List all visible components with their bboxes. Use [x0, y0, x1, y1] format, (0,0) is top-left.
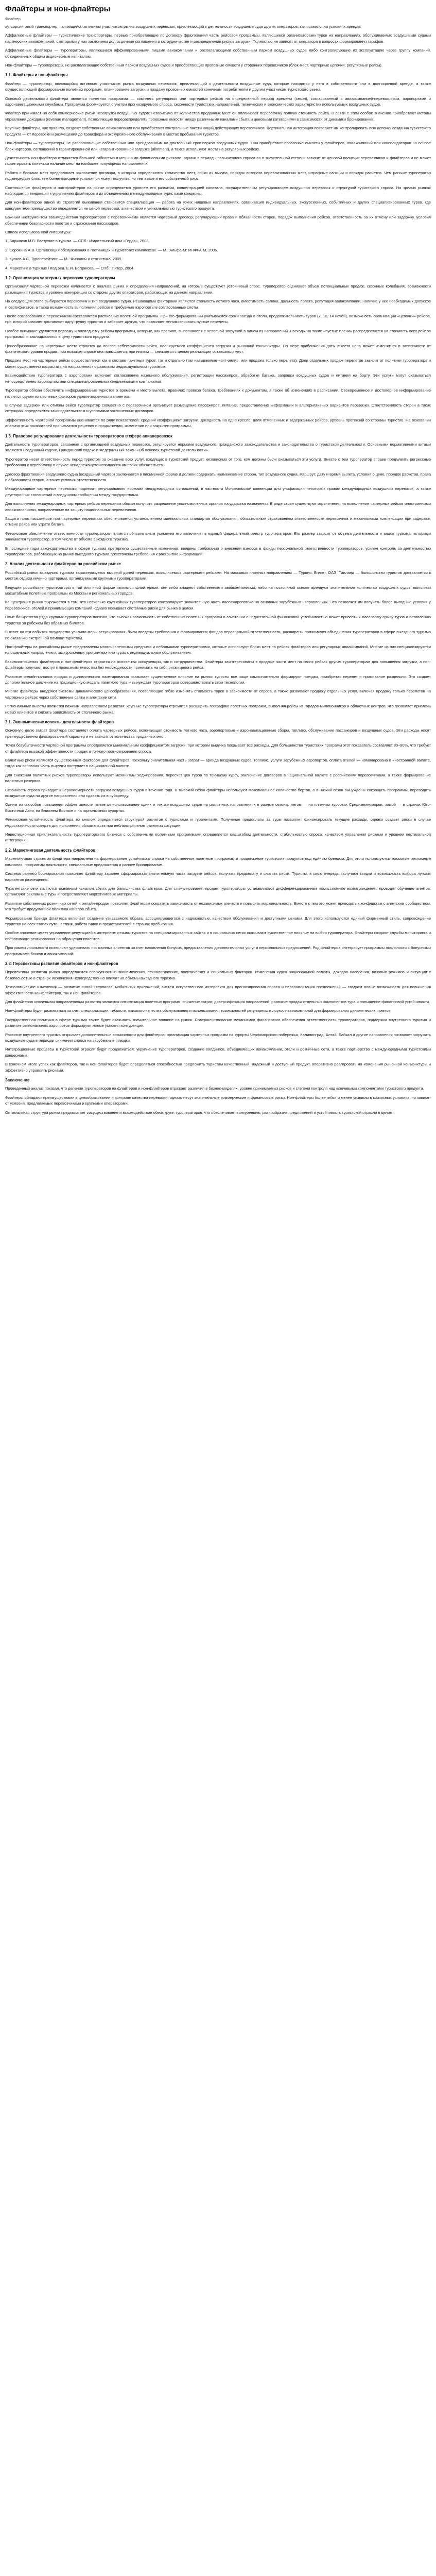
- section-heading: 1.1. Флайтеры и нон-флайтеры: [5, 73, 68, 78]
- paragraph: Многие флайтеры внедряют системы динамического ценообразования, позволяющие гибко изменять стоимость туров в зависимости от спроса, а также развивают продажу отдельных услуг, включая продажу только перелетов на чартерных рейсах через собственные сайты и агентские сети.: [5, 689, 431, 700]
- paragraph: Аффилиатные флайтеры — туроператоры, являющиеся аффилированными лицами авиакомпании и располагающими собственным парком воздушных судов либо контролирующие их эксплуатацию через группу компаний, объединенных общим акционерным капиталом.: [5, 48, 431, 59]
- paragraph: Основой деятельности флайтера является полетная программа — комплекс регулярных или чартерных рейсов на определенный период времени (сезон), согласованный с авиакомпанией-перевозчиком, аэропортами и аэронавигационными службами. Программа формируется с учетом прогнозируемого спроса, сезонности туристских направлений, технических и экономических характеристик используемых воздушных судов.: [5, 96, 431, 107]
- paragraph: Список использованной литературы:: [5, 229, 72, 234]
- paragraph: 4. Маркетинг в туризме / под ред. Е.И. Богданова. — СПб.: Питер, 2004.: [5, 265, 135, 270]
- paragraph: Важным инструментом взаимодействия туроператоров с перевозчиками является чартерный договор, регулирующий права и обязанности сторон, порядок выполнения рейсов, ответственность за их отмену или задержку, условия обеспечения безопасности полетов и страхования пассажиров.: [5, 215, 431, 226]
- section-heading: 2.1. Экономические аспекты деятельности флайтеров: [5, 719, 114, 724]
- document-body: [5, 24, 431, 1115]
- paragraph: Ведущие российские туроператоры в той или иной форме являются флайтерами: они либо владеют собственными авиакомпаниями, либо на постоянной основе арендуют значительное количество воздушных судов, выполняя масштабные полетные программы из Москвы и региональных городов.: [5, 585, 431, 596]
- paragraph: Договор фрахтования воздушного судна (воздушный чартер) заключается в письменной форме и должен содержать наименование сторон, тип воздушного судна, маршрут, дату и время вылета, условия о цене, порядок расчетов, права и обязанности сторон, а также условия ответственности.: [5, 471, 431, 482]
- section-heading: 2.2. Маркетинговая деятельность флайтеров: [5, 848, 96, 853]
- paragraph: 1. Биржаков М.Б. Введение в туризм. — СПб.: Издательский дом «Герда», 2008.: [5, 239, 150, 244]
- paragraph: Взаимоотношения флайтеров и нон-флайтеров строятся на основе как конкуренции, так и сотрудничества. Флайтеры заинтересованы в продаже части мест на своих рейсах другим туроператорам для повышения загрузки, а нон-флайтеры получают доступ к провозным емкостям без необходимости принимать на себя риски целого рейса.: [5, 659, 431, 670]
- paragraph: Эффективность чартерной программы оценивается по ряду показателей: средний коэффициент загрузки, доходность на одно кресло, доля отмененных и задержанных рейсов, уровень претензий со стороны туристов. На основании анализа этих показателей принимаются решения о продолжении, изменении или закрытии программы.: [5, 417, 431, 429]
- paragraph: Нон-флайтеры будут развиваться за счет специализации, гибкости, высокого качества обслуживания и использования возможностей регулярных и лоукост-авиакомпаний для формирования динамических пакетов.: [5, 1008, 392, 1013]
- paragraph: Флайтер — туроператор, являющийся активным участником рынка воздушных перевозок, привлекающий к деятельности воздушные суда, которые находятся у него в собственности или в долгосрочной аренде, а также осуществляющий формирование полетных программ, планирование загрузки и продажу провозных емкостей конечным потребителям и другим участникам туристского рынка.: [5, 81, 431, 92]
- paragraph: Маркетинговая стратегия флайтера направлена на формирование устойчивого спроса на собственные полетные программы и продвижение туристских продуктов под единым брендом. Для этого используются массовые рекламные кампании, программы лояльности, специальные предложения и раннее бронирование.: [5, 856, 431, 867]
- paragraph: Для выполнения международных чартерных рейсов перевозчик обязан получить разрешение уполномоченных органов государства назначения. В ряде стран существуют ограничения на выполнение чартерных рейсов иностранными авиакомпаниями, направленные на защиту национальных перевозчиков.: [5, 501, 431, 512]
- section-heading: 2.3. Перспективы развития флайтеров и нон-флайтеров: [5, 961, 118, 966]
- paragraph: Интеграционные процессы в туристской отрасли будут продолжаться: укрупнение туроператоров, создание холдингов, объединяющих авиакомпании, отели и розничные сети, а также партнерство с международными туристскими концернами.: [5, 1047, 431, 1058]
- paragraph: Основную долю затрат флайтера составляет оплата чартерных рейсов, включающая стоимость летного часа, аэропортовые и аэронавигационные сборы, топливо, обслуживание пассажиров и воздушных судов. Эти расходы носят преимущественно фиксированный характер и не зависят от количества проданных мест.: [5, 728, 431, 739]
- paragraph: Валютные риски являются существенным фактором для флайтеров, поскольку значительная часть затрат — аренда воздушных судов, топливо, услуги зарубежных аэропортов, оплата отелей — номинирована в иностранной валюте, тогда как основная часть выручки поступает в национальной валюте.: [5, 758, 431, 769]
- paragraph: Туроператор несет ответственность перед туристом за оказание всех услуг, входящих в туристский продукт, независимо от того, кем должны были оказываться эти услуги. Вместе с тем туроператор вправе предъявить регрессные требования к перевозчику в случае ненадлежащего исполнения им своих обязательств.: [5, 456, 431, 468]
- paragraph: Аффилиатные флайтеры — туристические транспортеры, первые приобретающие по договору фрахтования часть рейсовой программы, являющиеся организаторами туров на направлениях, обслуживаемых воздушными судами партнерских авиакомпаний, с которыми у них заключены долгосрочные соглашения о сотрудничестве и распределении рисков загрузки. Полностью не зависят от оператора в вопросах формирования тарифов.: [5, 33, 431, 44]
- paragraph: На следующем этапе выбирается перевозчик и тип воздушного судна. Решающими факторами являются стоимость летного часа, вместимость салона, дальность полета, репутация авиакомпании, наличие у нее необходимых допусков и сертификатов, а также возможность выполнения рейсов в требуемые аэропорты в согласованные слоты.: [5, 299, 431, 310]
- paragraph: Для нон-флайтеров одной из стратегий выживания становится специализация — работа на узких нишевых направлениях, организация индивидуальных, экскурсионных, событийных и других специализированных туров, где конкурентное преимущество определяется не ценой перевозки, а качеством и уникальностью туристского продукта.: [5, 200, 431, 211]
- page-subtitle: Флайтер: [5, 16, 21, 21]
- paragraph: Развитие собственных розничных сетей и онлайн-продаж позволяет флайтерам сократить зависимость от независимых агентств и повысить маржинальность. Вместе с тем это может приводить к конфликтам с агентским сообществом, что требует продуманной политики каналов сбыта.: [5, 901, 431, 912]
- paragraph: Система раннего бронирования позволяет флайтеру заранее сформировать значительную часть загрузки рейсов, получить предоплату и снизить риски. Туристы, в свою очередь, получают скидки и возможность выбора лучших вариантов размещения.: [5, 871, 431, 882]
- paragraph: Опыт банкротства ряда крупных туроператоров показал, что высокая зависимость от собственных полетных программ в сочетании с недостаточной финансовой устойчивостью может привести к массовому срыву туров и оставлению туристов за рубежом без обратных билетов.: [5, 615, 431, 625]
- paragraph: Защита прав пассажиров при чартерных перевозках обеспечивается установлением минимальных стандартов обслуживания, обязательным страхованием ответственности перевозчика и механизмами компенсации при задержке, отмене рейса или утрате багажа.: [5, 516, 431, 527]
- paragraph: Деятельность туроператоров, связанная с организацией воздушных перевозок, регулируется нормами воздушного, гражданского законодательства и законодательства о туристской деятельности. Основными нормативными актами являются Воздушный кодекс, Гражданский кодекс и Федеральный закон «Об основах туристской деятельности».: [5, 442, 431, 453]
- paragraph: Особое внимание уделяется первому и последнему рейсам программы, которые, как правило, выполняются с неполной загрузкой в одном из направлений. Расходы на такие «пустые плечи» распределяются на стоимость всех рейсов программы и закладываются в цену туристского продукта.: [5, 328, 431, 340]
- page-title: Флайтеры и нон-флайтеры: [5, 5, 111, 13]
- paragraph: После согласования с перевозчиком составляется расписание полетной программы. При его формировании учитываются сроки заезда в отели, продолжительность туров (7, 10, 14 ночей), возможность организации «цепочки» рейсов, при которой самолет доставляет одну группу туристов и забирает другую, что позволяет минимизировать пустые перелеты.: [5, 314, 431, 325]
- paragraph: Точка безубыточности чартерной программы определяется минимальным коэффициентом загрузки, при котором выручка покрывает все расходы. Для большинства туристских программ этот показатель составляет 80–90%, что требует от флайтера высокой эффективности продаж и точного прогнозирования спроса.: [5, 743, 431, 754]
- document: [0, 0, 436, 1115]
- section-heading: 1.3. Правовое регулирование деятельности туроператоров в сфере авиаперевозок: [5, 433, 172, 438]
- paragraph: Развитие онлайн-каналов продаж и динамического пакетирования оказывает существенное влияние на рынок: туристы все чаще самостоятельно формируют поездки, приобретая перелет и проживание раздельно. Это создает дополнительное давление на традиционную модель пакетного тура и вынуждает туроператоров совершенствовать свои технологии.: [5, 674, 431, 685]
- paragraph: Оптимальная структура рынка предполагает сосуществование и взаимодействие обеих групп туроператоров, что обеспечивает конкуренцию, разнообразие предложений и устойчивость туристской отрасли в целом.: [5, 1110, 394, 1115]
- paragraph: Флайтер принимает на себя коммерческие риски незагрузки воздушных судов: независимо от количества проданных мест он оплачивает перевозчику полную стоимость рейса. В связи с этим особое значение приобретают методы управления доходами (revenue management), позволяющие перераспределять провозные емкости между различными каналами сбыта и ценовыми категориями в зависимости от динамики бронирований.: [5, 111, 431, 122]
- paragraph: Нон-флайтеры — туроператоры, не располагающие собственным или арендованным на длительный срок парком воздушных судов. Они приобретают провозные емкости у флайтеров, авиакомпаний или консолидаторов на основе блок-чартеров, соглашений о гарантированной или негарантированной загрузке (allotment), а также используют места на регулярных рейсах.: [5, 141, 431, 151]
- paragraph: Взаимодействие туроператора с аэропортами включает согласование наземного обслуживания, регистрации пассажиров, обработки багажа, заправки воздушных судов и питания на борту. Эти услуги могут оказываться непосредственно аэропортом или специализированными хендлинговыми компаниями.: [5, 373, 431, 384]
- paragraph: Международные чартерные перевозки подлежат регулированию нормами международных соглашений, в частности Монреальской конвенции для унификации некоторых правил международных воздушных перевозок, а также двусторонних соглашений о воздушном сообщении между государствами.: [5, 486, 431, 497]
- section-heading: Заключение: [5, 1078, 30, 1083]
- paragraph: В ответ на эти события государство усилило меры регулирования: были введены требования о формировании фондов персональной ответственности, расширены полномочия объединения туроператоров в сфере выездного туризма по оказанию экстренной помощи туристам.: [5, 630, 431, 640]
- paragraph: В случае задержки или отмены рейса туроператор совместно с перевозчиком организует размещение пассажиров, питание, предоставление информации и альтернативных вариантов перевозки. Ответственность сторон в таких ситуациях определяется законодательством и условиями заключенных договоров.: [5, 402, 431, 414]
- paragraph: Организация чартерной перевозки начинается с анализа рынка и определения направлений, на которые существует устойчивый спрос. Туроператор оценивает объем потенциальных продаж, сезонные колебания, возможности размещения туристов и уровень конкуренции со стороны других операторов, работающих на данном направлении.: [5, 284, 431, 295]
- paragraph: Финансовое обеспечение ответственности туроператора является обязательным условием его включения в единый федеральный реестр туроператоров. Его размер зависит от объема деятельности и видов туризма, которыми занимается туроператор, в том числе от объема выездного туризма.: [5, 531, 431, 542]
- paragraph: Российский рынок выездного туризма характеризуется высокой долей перевозок, выполняемых чартерными рейсами. На массовых пляжных направлениях — Турция, Египет, ОАЭ, Таиланд — большинство туристов доставляется к местам отдыха именно чартерами, организуемыми крупными туроператорами.: [5, 570, 431, 581]
- paragraph: Формирование бренда флайтера включает создание узнаваемого образа, ассоциирующегося с надежностью, качеством обслуживания и доступными ценами. Для этого используются единый фирменный стиль, сопровождение туристов на всех этапах путешествия, работа гидов и представителей в странах пребывания.: [5, 916, 431, 926]
- paragraph: Программы лояльности позволяют удерживать постоянных клиентов за счет накопления бонусов, предоставления дополнительных услуг и персональных предложений. Ряд флайтеров интегрирует программы лояльности с бонусными программами банков и авиакомпаний.: [5, 945, 431, 956]
- paragraph: Для снижения валютных рисков туроператоры используют механизмы хеджирования, пересчет цен туров по текущему курсу, заключение договоров в национальной валюте с российскими перевозчиками, а также формирование валютных резервов.: [5, 772, 431, 784]
- paragraph: Продажа мест на чартерные рейсы осуществляется как в составе пакетных туров, так и отдельно (так называемые «сит-онли», или продажа только перелета). Доля отдельных продаж перелетов зависит от политики туроператора и может существенно возрастать на направлениях с развитым индивидуальным туризмом.: [5, 358, 431, 369]
- paragraph: аутсорсинговый транспортер, являющийся активным участником рынка воздушных перевозок, привлекающий к деятельности воздушные суда других операторов, как правило, на условиях аренды.: [5, 24, 361, 29]
- paragraph: В последние годы законодательство в сфере туризма претерпело существенные изменения: введены требования о внесении взносов в фонды персональной ответственности туроператоров, усилен контроль за деятельностью туроператоров, работающих на рынке выездного туризма, ужесточены требования к раскрытию информации.: [5, 546, 431, 557]
- paragraph: Нон-флайтеры — туроператоры, не располагающие собственным парком воздушных судов и приобретающие провозные емкости у сторонних перевозчиков (блок-мест, чартерные цепочки, регулярные рейсы).: [5, 63, 382, 68]
- paragraph: Развитие внутреннего туризма открывает дополнительные возможности для флайтеров: организация чартерных программ на курорты Черноморского побережья, Калининград, Алтай, Байкал и другие направления позволяет загружать воздушные суда в периоды снижения спроса на зарубежные поездки.: [5, 1032, 431, 1043]
- paragraph: Концентрация рынка выражается в том, что несколько крупнейших туроператоров контролируют значительную часть пассажиропотока на основных зарубежных направлениях. Это позволяет им получать более выгодные условия у перевозчиков, отелей и принимающих компаний, однако повышает системные риски для рынка в целом.: [5, 600, 431, 611]
- paragraph: Перспективы развития рынка определяются совокупностью экономических, технологических, политических и социальных факторов. Изменения курса национальной валюты, доходов населения, визовых режимов и ситуации с безопасностью в странах назначения непосредственно влияют на объемы выездного туризма.: [5, 970, 431, 980]
- paragraph: Сезонность спроса приводит к неравномерности загрузки воздушных судов в течение года. В высокий сезон флайтеры используют максимальное количество бортов, а в низкий сезон вынуждены сокращать программы, переводить воздушные суда на другие направления или сдавать их в субаренду.: [5, 787, 431, 799]
- paragraph: 2. Сорокина А.В. Организация обслуживания в гостиницах и туристских комплексах. — М.: Альфа-М: ИНФРА-М, 2006.: [5, 247, 218, 252]
- paragraph: Ценообразование на чартерные места строится на основе себестоимости рейса, планируемого коэффициента загрузки и рыночной конъюнктуры. По мере приближения даты вылета цена может изменяться в зависимости от фактического уровня продаж: при высоком спросе она повышается, при низком — снижается с целью реализации оставшихся мест.: [5, 343, 431, 354]
- paragraph: Работа с блоками мест предполагает заключение договора, в котором определяются количество мест, сроки их выкупа, порядок возврата нереализованных мест, штрафные санкции и порядок расчетов. Чем раньше туроператор подтверждает блок, тем более выгодные условия он может получить, но тем выше и его собственный риск.: [5, 170, 431, 181]
- paragraph: Проведенный анализ показал, что деление туроператоров на флайтеров и нон-флайтеров отражает различия в бизнес-моделях, уровне принимаемых рисков и степени контроля над ключевыми компонентами туристского продукта.: [5, 1086, 424, 1091]
- paragraph: Турагентские сети являются основным каналом сбыта для большинства флайтеров. Для стимулирования продаж туроператоры устанавливают дифференцированные комиссионные вознаграждения, проводят обучение агентов, организуют рекламные туры и предоставляют маркетинговые материалы.: [5, 886, 431, 897]
- section-heading: 2. Анализ деятельности флайтеров на российском рынке: [5, 562, 121, 567]
- paragraph: Крупные флайтеры, как правило, создают собственные авиакомпании или приобретают контрольные пакеты акций действующих перевозчиков. Вертикальная интеграция позволяет им контролировать всю цепочку создания туристского продукта — от перевозки и размещения до трансфера и экскурсионного обслуживания в местах пребывания туристов.: [5, 126, 431, 137]
- paragraph: Для флайтеров ключевыми направлениями развития являются оптимизация полетных программ, снижение затрат, диверсификация направлений, развитие продаж отдельных компонентов тура и повышение финансовой устойчивости.: [5, 999, 430, 1004]
- paragraph: Инвестиционная привлекательность туроператорского бизнеса с собственными полетными программами определяется масштабом деятельности, стабильностью спроса, качеством управления рисками и уровнем вертикальной интеграции.: [5, 832, 431, 843]
- paragraph: Технологические изменения — развитие онлайн-сервисов, мобильных приложений, систем искусственного интеллекта для прогнозирования спроса и персонализации предложений — создают новые возможности для повышения эффективности как флайтеров, так и нон-флайтеров.: [5, 985, 431, 995]
- paragraph: Финансовая устойчивость флайтера во многом определяется структурой расчетов с туристами и турагентами. Получение предоплаты за туры позволяет финансировать текущие расходы, однако создает риски в случае недостаточности средств для исполнения обязательств при неблагоприятном развитии ситуации.: [5, 817, 431, 828]
- section-heading: 1.2. Организация чартерных перевозок туроператором: [5, 276, 115, 280]
- paragraph: Нон-флайтеры на российском рынке представлены многочисленными средними и небольшими туроператорами, которые используют блоки мест на рейсах флайтеров или регулярных авиакомпаний. Многие из них специализируются на отдельных направлениях, экскурсионных программах или турах с индивидуальным обслуживанием.: [5, 644, 431, 655]
- paragraph: Туроператор обязан обеспечить информирование туристов о времени и месте вылета, правилах провоза багажа, требованиях к документам, а также об изменениях в расписании. Своевременное и достоверное информирование является одним из ключевых факторов удовлетворенности клиентов.: [5, 388, 431, 399]
- paragraph: 3. Кусков А.С. Туроперейтинг. — М.: Финансы и статистика, 2009.: [5, 257, 123, 262]
- paragraph: В конечном итоге успех как флайтеров, так и нон-флайтеров будет определяться способностью предложить туристам качественный, надежный и доступный продукт, оперативно реагировать на изменения рыночной конъюнктуры и эффективно управлять рисками.: [5, 1062, 431, 1073]
- paragraph: Флайтеры обладают преимуществами в ценообразовании и контроле качества перевозки, однако несут значительные коммерческие и финансовые риски. Нон-флайтеры более гибки и менее уязвимы в кризисных условиях, но зависят от условий, предлагаемых перевозчиками и крупными операторами.: [5, 1095, 431, 1106]
- paragraph: Региональные вылеты являются важным направлением развития: крупные туроператоры стремятся расширить географию полетных программ, выполняя рейсы из городов-миллионников и областных центров, что позволяет привлечь новых клиентов и снизить зависимость от столичного рынка.: [5, 704, 431, 715]
- paragraph: Одним из способов повышения эффективности является использование одних и тех же воздушных судов на различных направлениях в разные сезоны: летом — на пляжных курортах Средиземноморья, зимой — в странах Юго-Восточной Азии, на Ближнем Востоке и на горнолыжных курортах.: [5, 802, 431, 813]
- paragraph: Государственная политика в сфере туризма также будет оказывать значительное влияние на рынок. Совершенствование механизмов финансового обеспечения ответственности туроператоров, поддержка внутреннего туризма и развитие региональных аэропортов формируют новые условия конкуренции.: [5, 1017, 431, 1028]
- paragraph: Соотношение флайтеров и нон-флайтеров на рынке определяется уровнем его развития, концентрацией капитала, государственным регулированием воздушных перевозок и структурой туристского спроса. На зрелых рынках наблюдается тенденция к укрупнению флайтеров и их объединению в международные туристские концерны.: [5, 185, 431, 196]
- paragraph: Особое значение имеет управление репутацией в интернете: отзывы туристов на специализированных сайтах и в социальных сетях оказывают существенное влияние на выбор туроператора. Флайтеры создают службы мониторинга и оперативного реагирования на обращения клиентов.: [5, 930, 431, 941]
- paragraph: Деятельность нон-флайтера отличается большей гибкостью и меньшими финансовыми рисками, однако в периоды повышенного спроса он в значительной степени зависит от ценовой политики перевозчиков и флайтеров и не может гарантировать клиентам наличие мест на наиболее популярных направлениях.: [5, 155, 431, 166]
